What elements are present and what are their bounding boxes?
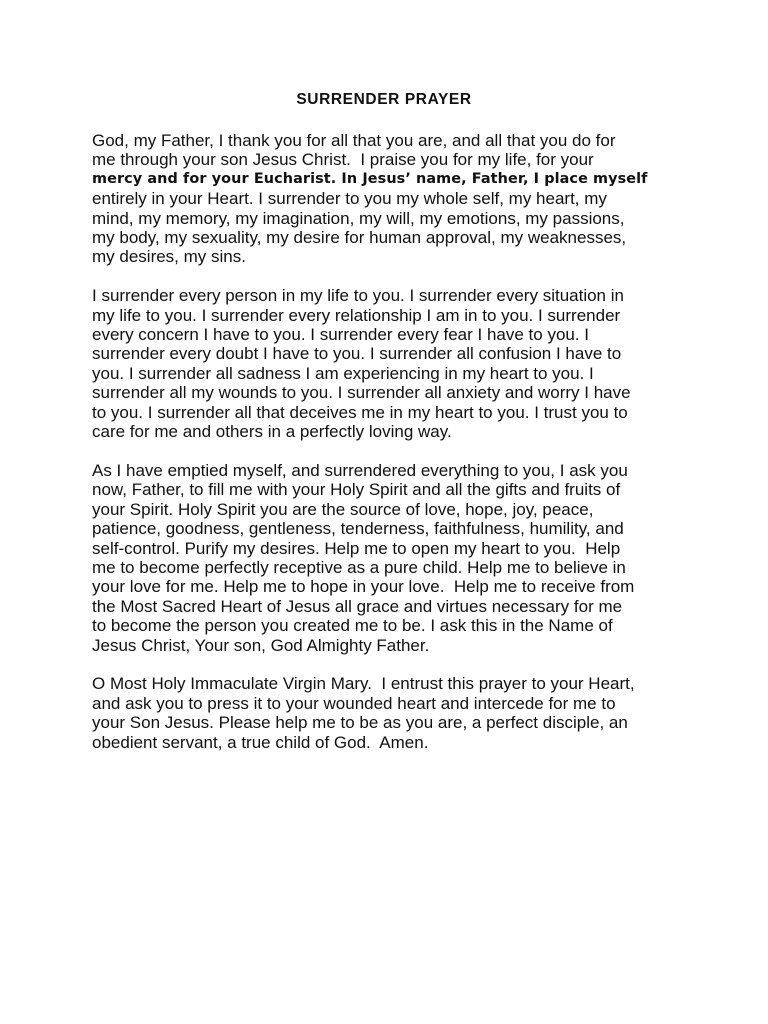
text-line: obedient servant, a true child of God. Amen. [92, 732, 429, 752]
text-line: my desires, my sins. [92, 247, 246, 267]
text-line: As I have emptied myself, and surrendered everything to you, I ask you [92, 460, 628, 480]
text-line: you. I surrender all sadness I am experiencing in my heart to you. I [92, 363, 594, 383]
text-line: now, Father, to fill me with your Holy Spirit and all the gifts and fruits of [92, 480, 621, 500]
text-line: mind, my memory, my imagination, my will, my emotions, my passions, [92, 208, 625, 228]
text-line: my body, my sexuality, my desire for human approval, my weaknesses, [92, 228, 627, 248]
page-title: SURRENDER PRAYER [296, 91, 472, 108]
text-line: my life to you. I surrender every relationship I am in to you. I surrender [92, 305, 621, 325]
text-line: surrender every doubt I have to you. I surrender all confusion I have to [92, 344, 622, 364]
text-line: God, my Father, I thank you for all that you are, and all that you do for [92, 131, 616, 150]
text-line: to become the person you created me to be. I ask this in the Name of [92, 616, 613, 636]
text-line: entirely in your Heart. I surrender to you my whole self, my heart, my [92, 189, 607, 209]
paragraph-2 [92, 286, 682, 441]
text-line: me through your son Jesus Christ. I praise you for my life, for your [92, 150, 594, 170]
paragraph-4 [92, 674, 682, 752]
text-line: Jesus Christ, Your son, God Almighty Father. [92, 635, 430, 655]
text-line: your Son Jesus. Please help me to be as you are, a perfect disciple, an [92, 713, 628, 733]
paragraph-1 [92, 131, 682, 267]
text-line: patience, goodness, gentleness, tenderness, faithfulness, humility, and [92, 519, 624, 539]
text-line: every concern I have to you. I surrender every fear I have to you. I [92, 325, 590, 345]
text-line: mercy and for your Eucharist. In Jesus’ name, Father, I place myself [92, 170, 648, 187]
text-line: to you. I surrender all that deceives me in my heart to you. I trust you to [92, 402, 628, 422]
text-line: self-control. Purify my desires. Help me to open my heart to you. Help [92, 538, 621, 558]
text-line: me to become perfectly receptive as a pure child. Help me to believe in [92, 557, 626, 577]
text-line: surrender all my wounds to you. I surrender all anxiety and worry I have [92, 383, 631, 403]
text-line: care for me and others in a perfectly loving way. [92, 422, 452, 442]
paragraph-3 [92, 461, 682, 655]
text-line: your love for me. Help me to hope in your love. Help me to receive from [92, 577, 635, 597]
text-line: the Most Sacred Heart of Jesus all grace and virtues necessary for me [92, 596, 623, 616]
text-line: and ask you to press it to your wounded heart and intercede for me to [92, 693, 616, 713]
prayer-body [92, 131, 682, 771]
text-line: your Spirit. Holy Spirit you are the source of love, hope, joy, peace, [92, 499, 594, 519]
text-line: I surrender every person in my life to you. I surrender every situation in [92, 286, 624, 306]
text-line: O Most Holy Immaculate Virgin Mary. I entrust this prayer to your Heart, [92, 674, 635, 694]
